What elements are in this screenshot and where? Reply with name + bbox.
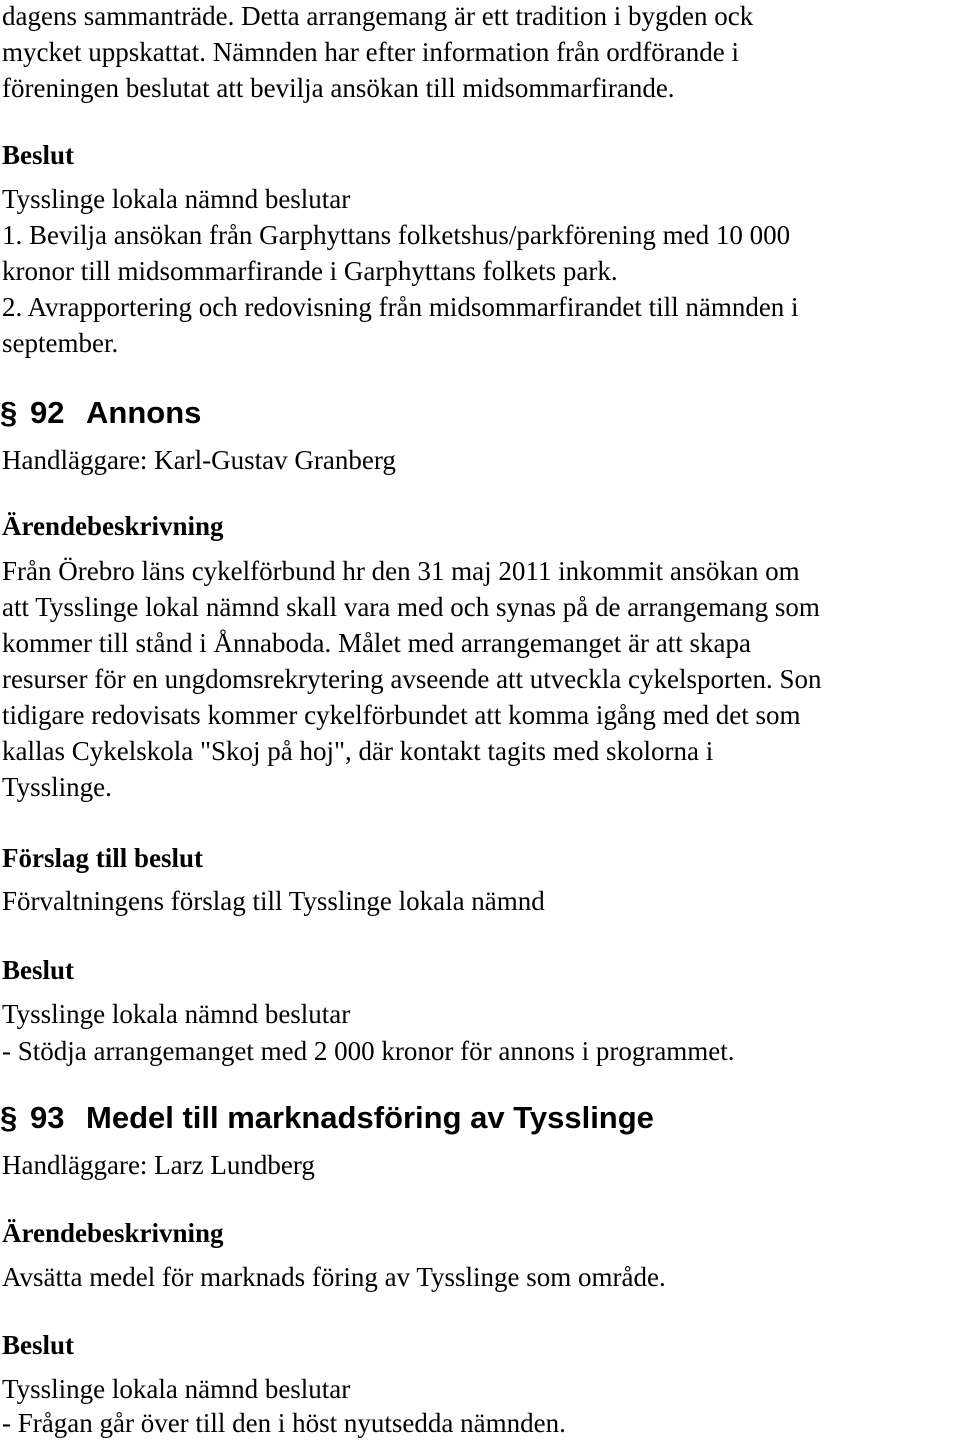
beslut-heading: Beslut	[2, 1330, 75, 1360]
intro-line: dagens sammanträde. Detta arrangemang är ett tradition i bygden ock	[2, 1, 754, 31]
description-line: tidigare redovisats kommer cykelförbundet att komma igång med det som	[2, 700, 801, 730]
decision-line: kronor till midsommarfirande i Garphyttans folkets park.	[2, 256, 618, 286]
section-symbol: §	[0, 1100, 18, 1135]
decision-line: september.	[2, 328, 119, 358]
decision-intro: Tysslinge lokala nämnd beslutar	[2, 1374, 351, 1404]
section-title: Annons	[86, 395, 202, 430]
section-92-heading	[0, 393, 201, 433]
description-line: resurser för en ungdomsrekrytering avseende att utveckla cykelsporten. Son	[2, 664, 822, 694]
description-line: kommer till stånd i Ånnaboda. Målet med arrangemanget är att skapa	[2, 628, 751, 658]
description-heading: Ärendebeskrivning	[2, 1218, 224, 1248]
decision-line: 2. Avrapportering och redovisning från midsommarfirandet till nämnden i	[2, 292, 799, 322]
section-number: 93	[30, 1100, 65, 1135]
description-line: Tysslinge.	[2, 772, 112, 802]
description-line: Från Örebro läns cykelförbund hr den 31 maj 2011 inkommit ansökan om	[2, 556, 800, 586]
handler: Handläggare: Karl-Gustav Granberg	[2, 445, 396, 475]
beslut-heading: Beslut	[2, 140, 75, 170]
intro-line: mycket uppskattat. Nämnden har efter information från ordförande i	[2, 37, 739, 67]
description-line: kallas Cykelskola "Skoj på hoj", där kontakt tagits med skolorna i	[2, 736, 714, 766]
proposal-heading: Förslag till beslut	[2, 843, 203, 873]
description-line: att Tysslinge lokal nämnd skall vara med och synas på de arrangemang som	[2, 592, 820, 622]
handler: Handläggare: Larz Lundberg	[2, 1150, 315, 1180]
description-heading: Ärendebeskrivning	[2, 511, 224, 541]
section-93-heading	[0, 1098, 654, 1138]
intro-line: föreningen beslutat att bevilja ansökan till midsommarfirande.	[2, 73, 675, 103]
section-title: Medel till marknadsföring av Tysslinge	[86, 1100, 654, 1135]
decision-intro: Tysslinge lokala nämnd beslutar	[2, 184, 351, 214]
description-text: Avsätta medel för marknads föring av Tysslinge som område.	[2, 1262, 666, 1292]
decision-text: - Stödja arrangemanget med 2 000 kronor för annons i programmet.	[2, 1036, 735, 1066]
decision-text: - Frågan går över till den i höst nyutsedda nämnden.	[2, 1408, 566, 1438]
section-symbol: §	[0, 395, 18, 430]
decision-intro: Tysslinge lokala nämnd beslutar	[2, 999, 351, 1029]
section-number: 92	[30, 395, 65, 430]
proposal-text: Förvaltningens förslag till Tysslinge lokala nämnd	[2, 886, 545, 916]
beslut-heading: Beslut	[2, 955, 75, 985]
decision-line: 1. Bevilja ansökan från Garphyttans folketshus/parkförening med 10 000	[2, 220, 791, 250]
